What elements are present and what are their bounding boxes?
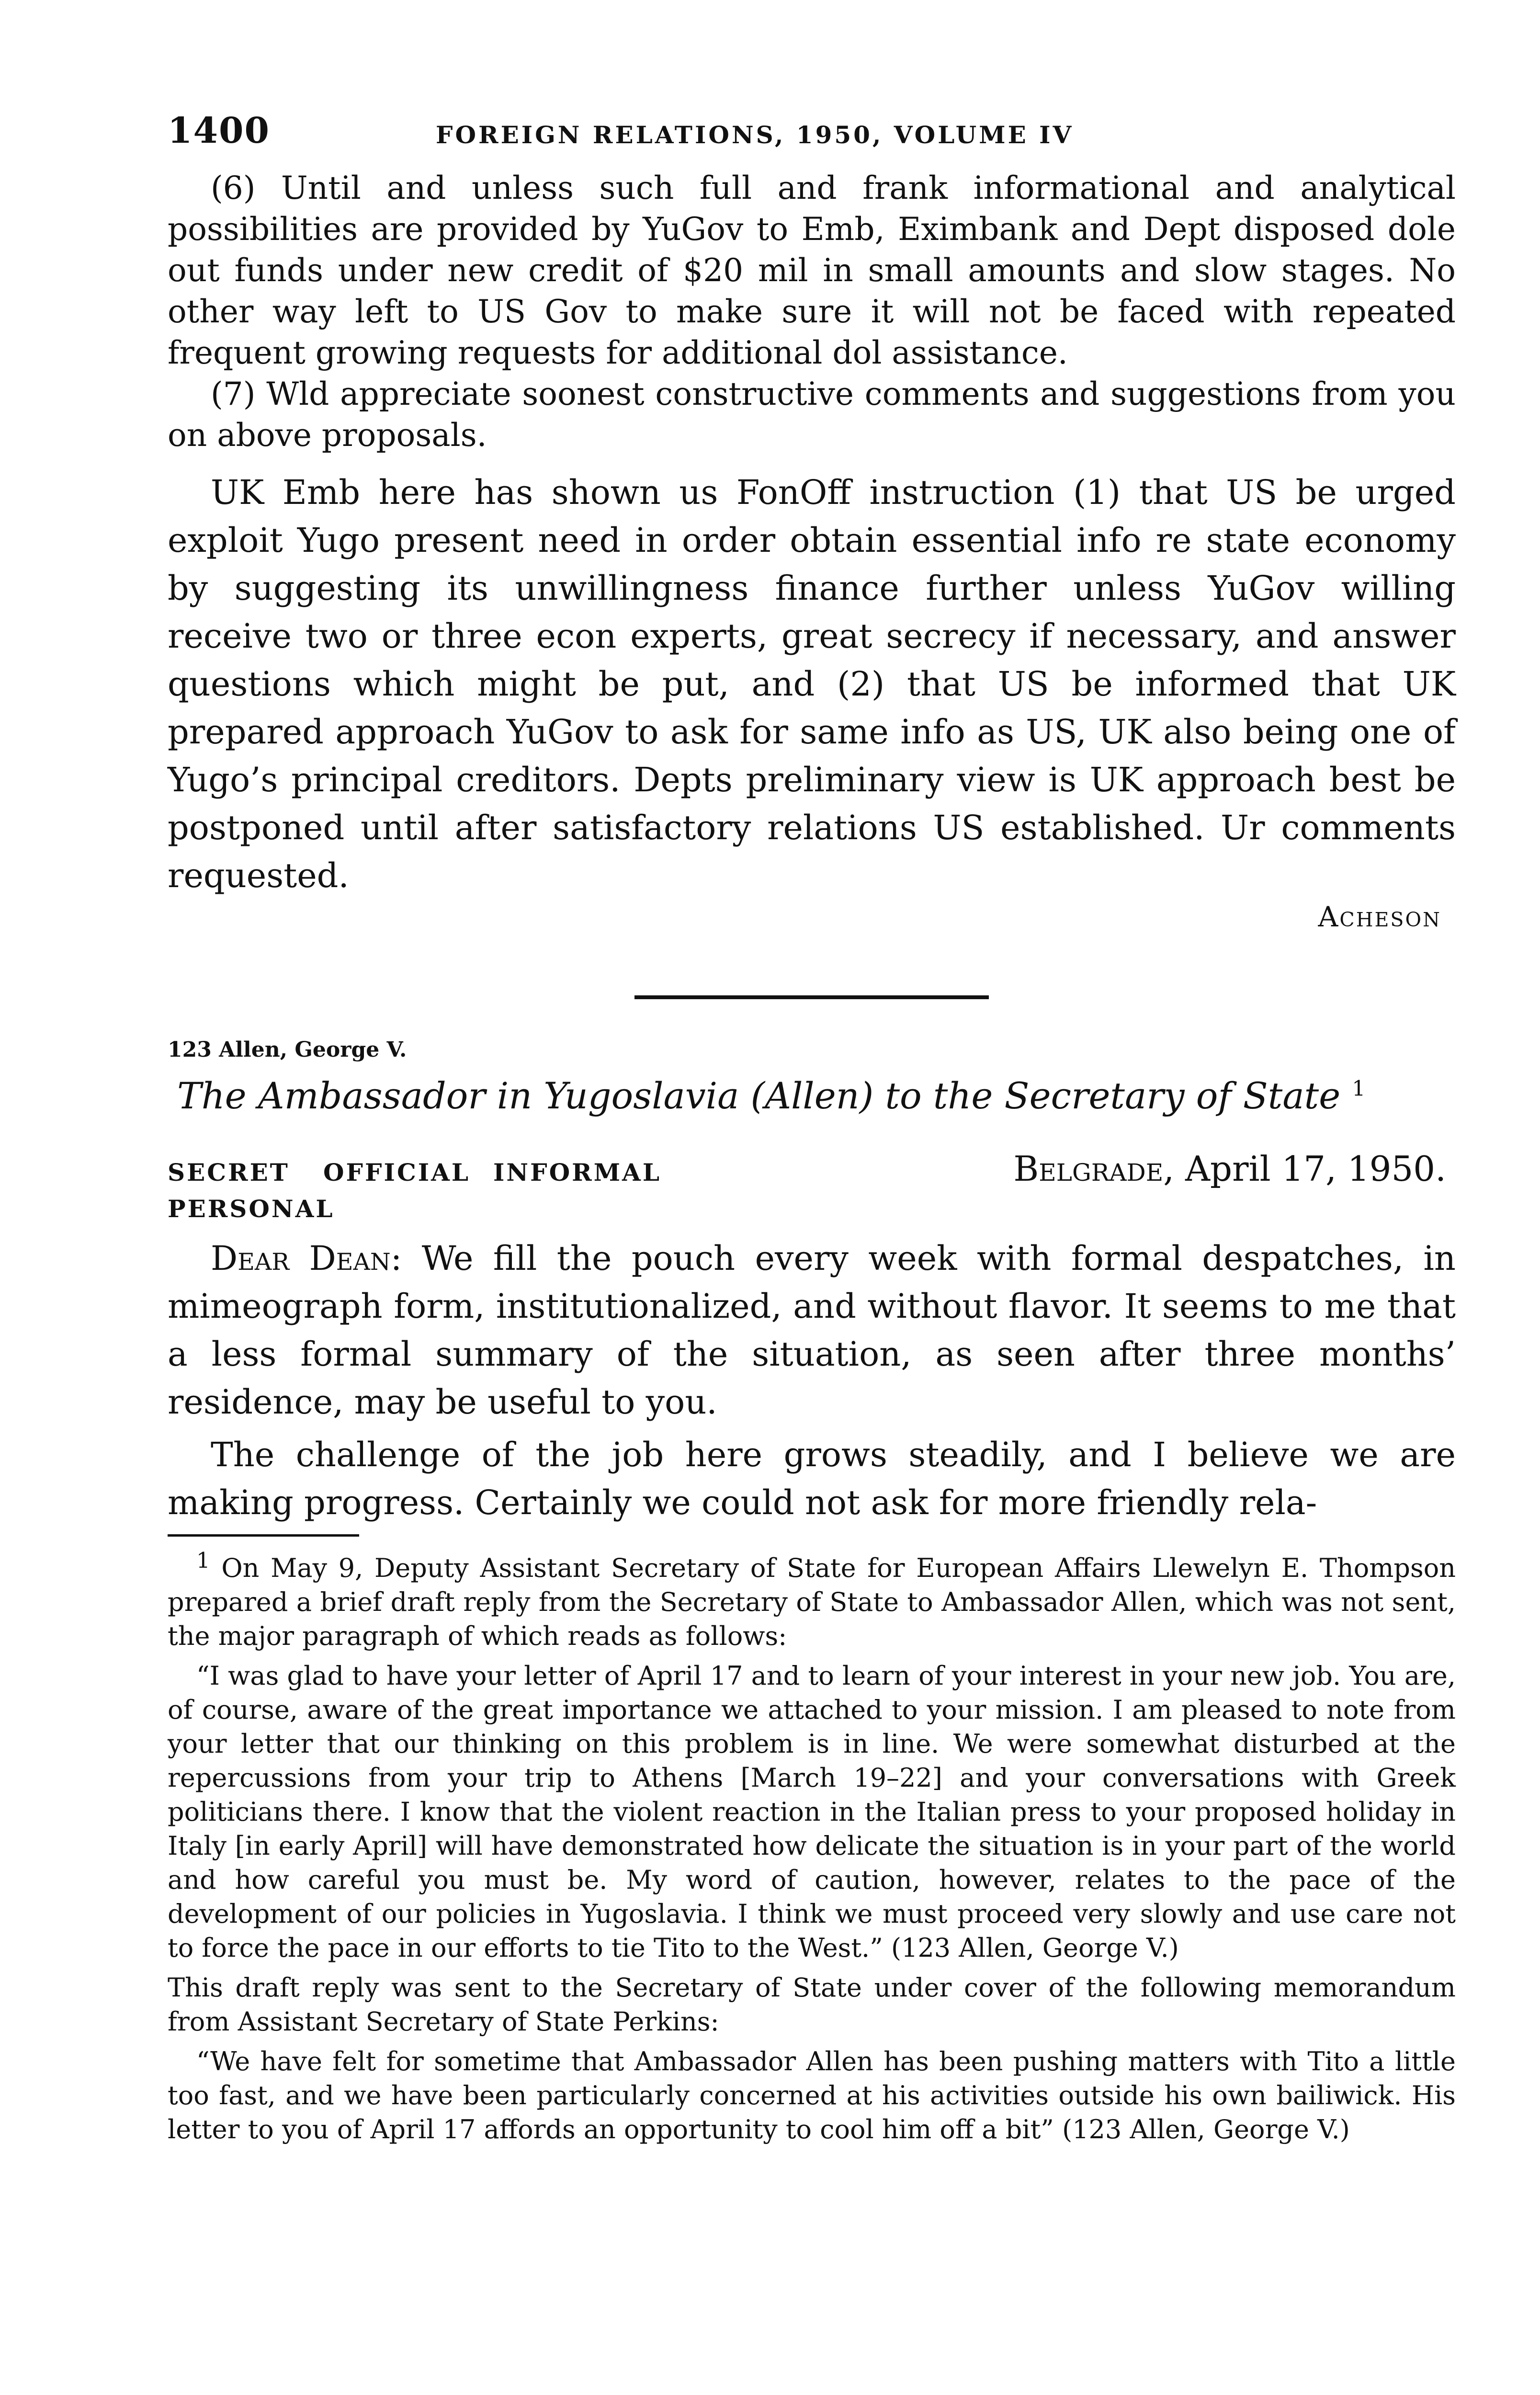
classification-secret: SECRET — [168, 1158, 290, 1186]
letter-paragraph-1-text: We fill the pouch every week with formal despatches, in mimeograph form, institutionalized, and without flavor. It seems to me that a less formal summary of the situation, as seen after three months’ residence, may be useful to you. — [168, 1239, 1456, 1422]
footnote-intro — [168, 1543, 1456, 1653]
salutation: Dear Dean: — [211, 1239, 402, 1278]
footnote-quote-2: “We have felt for sometime that Ambassador Allen has been pushing matters with Tito a little too fast, and we have been particularly concerned at his activities outside his own bailiwick. His letter to you of April 17 affords an opportunity to cool him off a bit” (123 Allen, George V.) — [168, 2046, 1456, 2144]
letter-paragraph-1 — [168, 1234, 1456, 1426]
classification-official: OFFICIAL — [323, 1158, 471, 1186]
numbered-point-6: (6) Until and unless such full and frank informational and analytical possibilities are provided by YuGov to Emb, Eximbank and Dept disposed dole out funds under new credit of $20 mil in small amounts and slow stages. No other way left to US Gov to make sure it will not be faced with repeated frequent growing requests for additional dol assistance. — [168, 170, 1456, 371]
letter-paragraph-2: The challenge of the job here grows steadily, and I believe we are making progress. Certainly we could not ask for more friendly rela- — [168, 1435, 1456, 1522]
document-page — [168, 110, 1456, 2146]
telegram-paragraph: UK Emb here has shown us FonOff instruction (1) that US be urged exploit Yugo present need in order obtain essential info re state economy by suggesting its unwillingness finance further unless YuGov willing receive two or three econ experts, great secrecy if necessary, and answer questions which might be put, and (2) that US be informed that UK prepared approach YuGov to ask for same info as US, UK also being one of Yugo’s principal creditors. Depts preliminary view is UK approach best be postponed until after satisfactory relations US established. Ur comments requested. — [168, 473, 1456, 895]
section-divider — [634, 995, 989, 999]
signature: Acheson — [1318, 901, 1441, 933]
footnote-marker: 1 — [196, 1548, 210, 1573]
file-reference: 123 Allen, George V. — [168, 1038, 407, 1062]
dateline-place: Belgrade, — [1013, 1149, 1175, 1189]
footnote-rule — [168, 1534, 359, 1537]
classification-row — [168, 1149, 1456, 1192]
footnote-intro-text: On May 9, Deputy Assistant Secretary of State for European Affairs Llewelyn E. Thompson prepared a brief draft reply from the Secretary of State to Ambassador Allen, which was not sent, the major paragraph of which reads as follows: — [168, 1553, 1456, 1651]
title-footnote-marker: 1 — [1352, 1076, 1366, 1101]
dateline — [1013, 1149, 1446, 1189]
page-number: 1400 — [168, 110, 270, 151]
numbered-point-7: (7) Wld appreciate soonest constructive comments and suggestions from you on above proposals. — [168, 376, 1456, 454]
document-title-text: The Ambassador in Yugoslavia (Allen) to the Secretary of State — [177, 1074, 1341, 1117]
footnote-middle: This draft reply was sent to the Secretary of State under cover of the following memorandum from Assistant Secretary of State Perkins: — [168, 1973, 1456, 2037]
classification-personal: PERSONAL — [168, 1195, 335, 1223]
dateline-date: April 17, 1950. — [1185, 1149, 1446, 1189]
document-title — [177, 1074, 1456, 1117]
running-head — [168, 110, 1456, 163]
footnote-quote-1: “I was glad to have your letter of April 17 and to learn of your interest in your new job. You are, of course, aware of the great importance we attached to your mission. I am pleased to note from your letter that our thinking on this problem is in line. We were somewhat disturbed at the repercussions from your trip to Athens [March 19–22] and your conversations with Greek politicians there. I know that the violent reaction in the Italian press to your proposed holiday in Italy [in early April] will have demonstrated how delicate the situation is in your part of the world and how careful you must be. My word of caution, however, relates to the pace of the development of our policies in Yugoslavia. I think we must proceed very slowly and use care not to force the pace in our efforts to tie Tito to the West.” (123 Allen, George V.) — [168, 1661, 1456, 1963]
running-title: FOREIGN RELATIONS, 1950, VOLUME IV — [436, 121, 1074, 149]
classification-informal: INFORMAL — [493, 1158, 661, 1186]
